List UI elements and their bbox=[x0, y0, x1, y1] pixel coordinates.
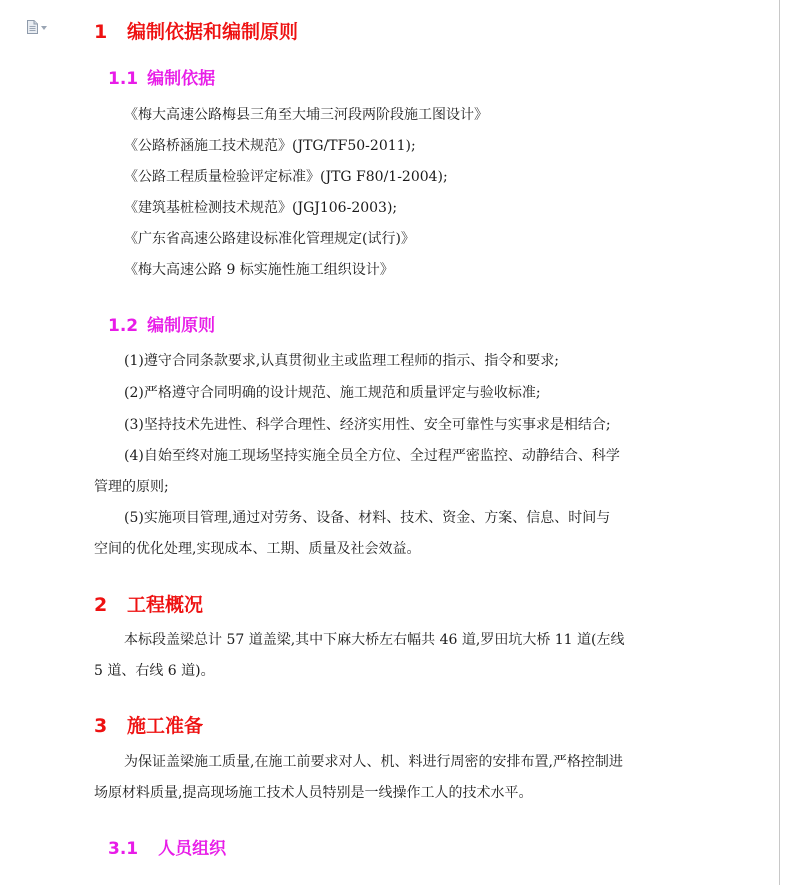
heading-1-title: 编制依据和编制原则 bbox=[127, 21, 299, 43]
overview-line-2: 5 道、右线 6 道)。 bbox=[94, 663, 215, 679]
heading-1-2-title: 编制原则 bbox=[147, 316, 216, 336]
principle-item-5-line-1: (5)实施项目管理,通过对劳务、设备、材料、技术、资金、方案、信息、时间与 bbox=[124, 510, 611, 526]
basis-item-6: 《梅大高速公路 9 标实施性施工组织设计》 bbox=[124, 262, 394, 278]
heading-1-1-title: 编制依据 bbox=[147, 69, 216, 89]
basis-item-1: 《梅大高速公路梅县三角至大埔三河段两阶段施工图设计》 bbox=[124, 107, 488, 123]
heading-3-title: 施工准备 bbox=[127, 715, 204, 737]
heading-2 bbox=[94, 590, 203, 617]
document-outline-toggle[interactable] bbox=[27, 20, 47, 34]
principle-item-2: (2)严格遵守合同明确的设计规范、施工规范和质量评定与验收标准; bbox=[124, 385, 541, 401]
basis-item-2: 《公路桥涵施工技术规范》(JTG/TF50-2011); bbox=[124, 138, 416, 154]
heading-2-title: 工程概况 bbox=[127, 594, 204, 616]
heading-2-number: 2 bbox=[94, 594, 108, 616]
principle-item-4-line-1: (4)自始至终对施工现场坚持实施全员全方位、全过程严密监控、动静结合、科学 bbox=[124, 448, 620, 464]
heading-3-1-number: 3.1 bbox=[108, 839, 139, 859]
heading-3 bbox=[94, 711, 203, 738]
heading-3-1 bbox=[108, 834, 226, 859]
heading-1-number: 1 bbox=[94, 21, 108, 43]
principle-item-4-line-2: 管理的原则; bbox=[94, 479, 169, 495]
principle-item-3: (3)坚持技术先进性、科学合理性、经济实用性、安全可靠性与实事求是相结合; bbox=[124, 417, 611, 433]
page-edge-divider bbox=[779, 0, 780, 885]
preparation-line-1: 为保证盖梁施工质量,在施工前要求对人、机、料进行周密的安排布置,严格控制进 bbox=[124, 754, 623, 770]
basis-item-4: 《建筑基桩检测技术规范》(JGJ106-2003); bbox=[124, 200, 398, 216]
preparation-line-2: 场原材料质量,提高现场施工技术人员特别是一线操作工人的技术水平。 bbox=[94, 785, 533, 801]
basis-item-5: 《广东省高速公路建设标准化管理规定(试行)》 bbox=[124, 231, 415, 247]
caret-down-icon bbox=[41, 26, 47, 30]
principle-item-1: (1)遵守合同条款要求,认真贯彻业主或监理工程师的指示、指令和要求; bbox=[124, 353, 559, 369]
overview-line-1: 本标段盖梁总计 57 道盖梁,其中下麻大桥左右幅共 46 道,罗田坑大桥 11 道(左线 bbox=[124, 632, 625, 648]
principle-item-5-line-2: 空间的优化处理,实现成本、工期、质量及社会效益。 bbox=[94, 541, 421, 557]
heading-1 bbox=[94, 17, 298, 44]
basis-item-3: 《公路工程质量检验评定标准》(JTG F80/1-2004); bbox=[124, 169, 448, 185]
heading-1-1 bbox=[108, 64, 215, 89]
heading-1-2-number: 1.2 bbox=[108, 316, 139, 336]
heading-3-number: 3 bbox=[94, 715, 108, 737]
heading-1-2 bbox=[108, 311, 215, 336]
heading-1-1-number: 1.1 bbox=[108, 69, 139, 89]
heading-3-1-title: 人员组织 bbox=[158, 839, 227, 859]
document-icon bbox=[27, 20, 38, 34]
